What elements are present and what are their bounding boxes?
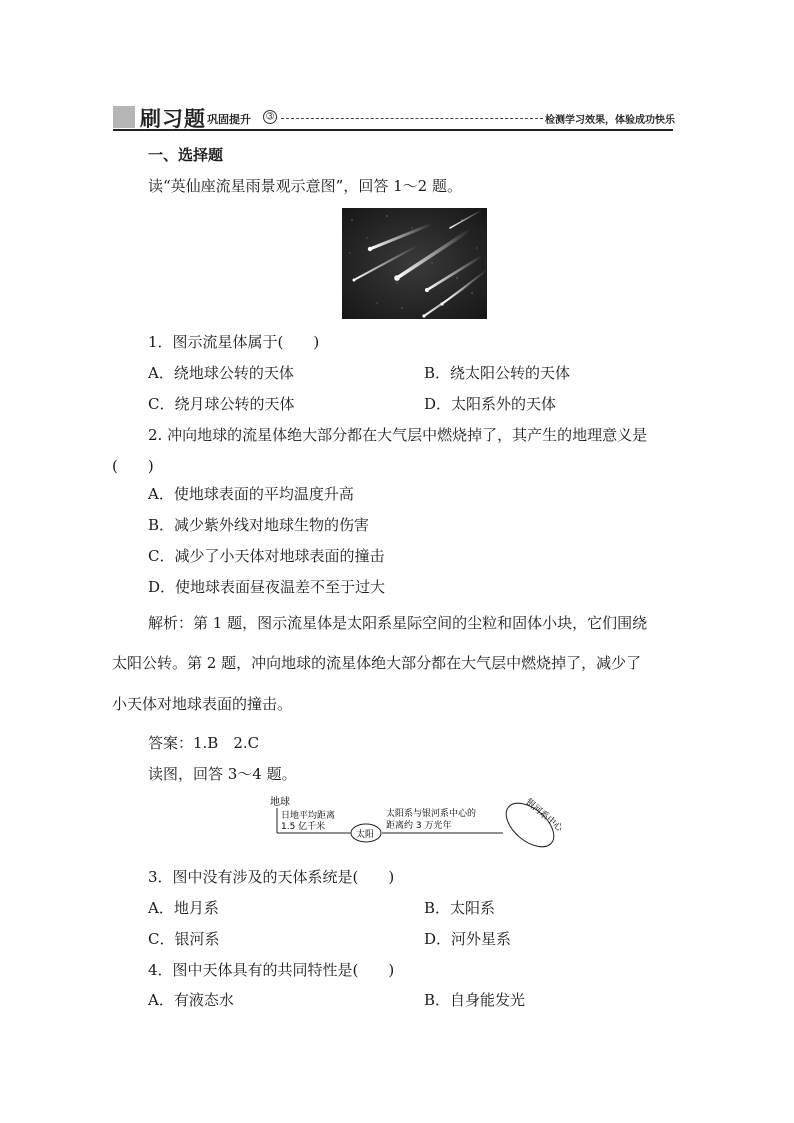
q1-option-a: A．绕地球公转的天体 (148, 364, 294, 382)
q3-option-a: A．地月系 (148, 899, 219, 917)
q2-stem-line1: 2. 冲向地球的流星体绝大部分都在大气层中燃烧掉了，其产生的地理意义是 (148, 426, 648, 444)
q2-option-c: C．减少了小天体对地球表面的撞击 (148, 547, 385, 565)
label-dist1-a: 日地平均距离 (281, 811, 336, 821)
q2-stem-line2: ( ) (112, 457, 154, 475)
analysis-line1: 解析：第 1 题，图示流星体是太阳系星际空间的尘粒和固体小块，它们围绕 (148, 614, 648, 632)
header-rule (113, 129, 673, 131)
section-title: 一、选择题 (148, 146, 224, 164)
label-dist2-b: 距离约 3 万光年 (386, 821, 452, 831)
label-sun: 太阳 (356, 830, 375, 840)
section-header (113, 103, 673, 131)
q4-stem: 4．图中天体具有的共同特性是( ) (148, 961, 395, 979)
q1-option-d: D．太阳系外的天体 (424, 395, 557, 413)
q4-option-a: A．有液态水 (148, 991, 234, 1009)
label-galaxy-center: 银河系中心 (523, 797, 565, 834)
q3-option-d: D．河外星系 (424, 930, 512, 948)
header-slogan: 检测学习效果，体验成功快乐 (545, 115, 675, 126)
q1-option-b: B．绕太阳公转的天体 (424, 364, 571, 382)
header-title: 刷习题 (140, 107, 206, 131)
q3-option-b: B．太阳系 (424, 899, 496, 917)
q1-option-c: C．绕月球公转的天体 (148, 395, 295, 413)
answer: 答案：1.B 2.C (148, 734, 260, 752)
label-dist1-b: 1.5 亿千米 (281, 822, 326, 832)
header-dashed-line (281, 118, 543, 119)
meteor-shower-image (342, 208, 487, 319)
q2-option-a: A．使地球表面的平均温度升高 (148, 485, 354, 503)
intro-1: 读“英仙座流星雨景观示意图”，回答 1～2 题。 (148, 177, 462, 195)
analysis-line2: 太阳公转。第 2 题，冲向地球的流星体绝大部分都在大气层中燃烧掉了，减少了 (112, 654, 642, 672)
intro-2: 读图，回答 3～4 题。 (148, 765, 297, 783)
q3-stem: 3．图中没有涉及的天体系统是( ) (148, 868, 395, 886)
label-earth: 地球 (270, 797, 290, 808)
circled-arrow-icon: ➂ (263, 110, 277, 124)
distance-diagram (268, 793, 565, 853)
q2-option-d: D．使地球表面昼夜温差不至于过大 (148, 578, 386, 596)
analysis-line3: 小天体对地球表面的撞击。 (112, 695, 293, 713)
label-dist2-a: 太阳系与银河系中心的 (386, 809, 477, 819)
q4-option-b: B．自身能发光 (424, 991, 526, 1009)
q2-option-b: B．减少紫外线对地球生物的伤害 (148, 516, 370, 534)
q3-option-c: C．银河系 (148, 930, 220, 948)
q1-stem: 1．图示流星体属于( ) (148, 333, 320, 351)
header-subtitle: 巩固提升 (207, 113, 251, 126)
header-gray-block (113, 106, 135, 128)
